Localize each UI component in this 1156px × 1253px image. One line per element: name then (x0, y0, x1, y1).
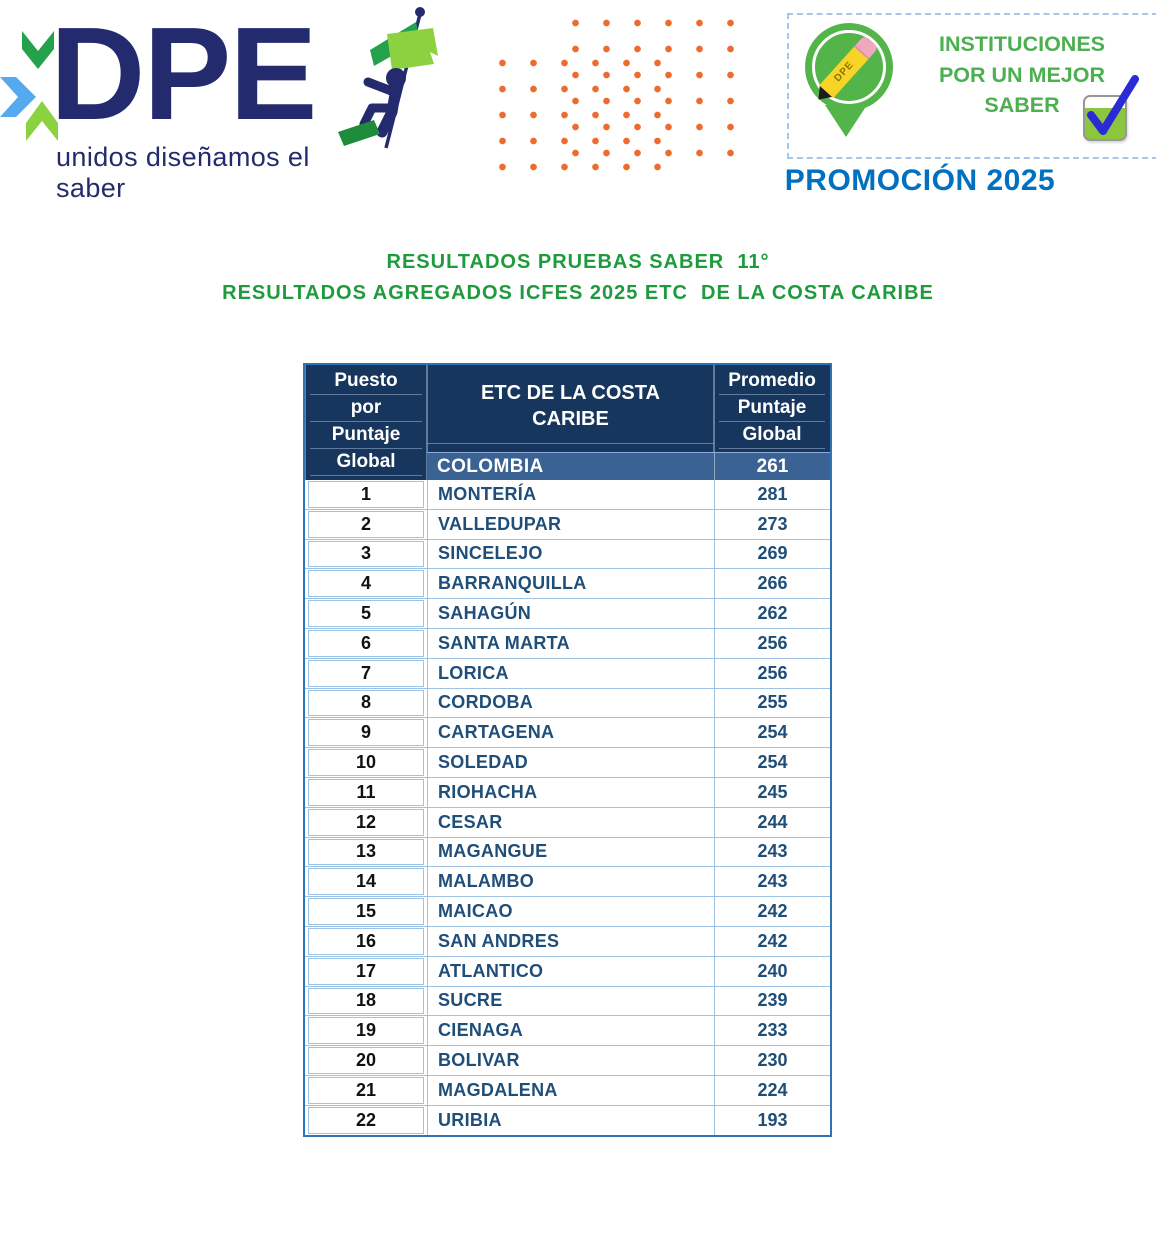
rank-value: 13 (308, 839, 424, 866)
table-row (305, 838, 830, 868)
document-title-line1: RESULTADOS PRUEBAS SABER 11° (386, 251, 770, 273)
rank-cell (305, 987, 427, 1016)
score-header-word: Puntaje (719, 395, 825, 422)
rank-cell (305, 629, 427, 658)
score-cell: 254 (714, 718, 830, 747)
rank-value: 10 (308, 749, 424, 776)
rank-value: 4 (308, 570, 424, 597)
reference-row-name: COLOMBIA (427, 452, 714, 480)
badge-slogan-line3: SABER (984, 93, 1060, 118)
etc-name-cell: BOLIVAR (427, 1046, 714, 1075)
rank-header-word: Puesto (310, 368, 422, 395)
table-row (305, 540, 830, 570)
rank-cell (305, 1106, 427, 1135)
etc-name-cell: MAGANGUE (427, 838, 714, 867)
table-row (305, 897, 830, 927)
table-row (305, 1106, 830, 1135)
rank-value: 2 (308, 511, 424, 538)
table-row (305, 778, 830, 808)
score-cell: 242 (714, 927, 830, 956)
table-row (305, 987, 830, 1017)
etc-name-cell: URIBIA (427, 1106, 714, 1135)
score-cell: 244 (714, 808, 830, 837)
table-row (305, 718, 830, 748)
table-row (305, 629, 830, 659)
etc-name-cell: CESAR (427, 808, 714, 837)
rank-cell (305, 957, 427, 986)
rank-value: 9 (308, 719, 424, 746)
orange-dots-pattern-right (560, 10, 747, 167)
score-cell: 193 (714, 1106, 830, 1135)
table-row (305, 1016, 830, 1046)
rank-value: 14 (308, 868, 424, 895)
etc-name-cell: RIOHACHA (427, 778, 714, 807)
score-cell: 269 (714, 540, 830, 569)
rank-cell (305, 1046, 427, 1075)
score-cell: 281 (714, 480, 830, 509)
table-header (305, 365, 830, 480)
institutions-badge (787, 13, 1156, 159)
score-cell: 233 (714, 1016, 830, 1045)
etc-name-cell: CORDOBA (427, 689, 714, 718)
score-cell: 254 (714, 748, 830, 777)
rank-cell (305, 540, 427, 569)
climber-flag-icon (330, 0, 440, 162)
table-row (305, 748, 830, 778)
rank-value: 19 (308, 1017, 424, 1044)
table-row (305, 957, 830, 987)
rank-value: 11 (308, 779, 424, 806)
rank-cell (305, 599, 427, 628)
table-row (305, 599, 830, 629)
results-table (303, 363, 832, 1137)
etc-name-cell: SUCRE (427, 987, 714, 1016)
etc-name-cell: CIENAGA (427, 1016, 714, 1045)
etc-name-cell: MAICAO (427, 897, 714, 926)
rank-value: 3 (308, 541, 424, 568)
etc-name-cell: VALLEDUPAR (427, 510, 714, 539)
table-row (305, 1076, 830, 1106)
rank-value: 17 (308, 958, 424, 985)
table-row (305, 510, 830, 540)
etc-name-cell: MAGDALENA (427, 1076, 714, 1105)
rank-value: 1 (308, 481, 424, 508)
rank-header-word: por (310, 395, 422, 422)
column-header-score (714, 365, 830, 452)
rank-cell (305, 897, 427, 926)
score-cell: 239 (714, 987, 830, 1016)
rank-value: 7 (308, 660, 424, 687)
dpe-logo-text: DPE (50, 0, 316, 147)
rank-cell (305, 659, 427, 688)
score-cell: 262 (714, 599, 830, 628)
rank-value: 15 (308, 898, 424, 925)
rank-value: 22 (308, 1107, 424, 1134)
rank-cell (305, 718, 427, 747)
score-cell: 243 (714, 867, 830, 896)
score-cell: 273 (714, 510, 830, 539)
rank-cell (305, 510, 427, 539)
rank-cell (305, 927, 427, 956)
rank-cell (305, 867, 427, 896)
rank-cell (305, 838, 427, 867)
rank-value: 12 (308, 809, 424, 836)
rank-value: 16 (308, 928, 424, 955)
score-header-word: Promedio (719, 368, 825, 395)
rank-cell (305, 808, 427, 837)
promotion-year-label: PROMOCIÓN 2025 (784, 164, 1056, 197)
table-row (305, 1046, 830, 1076)
table-row (305, 927, 830, 957)
etc-name-cell: LORICA (427, 659, 714, 688)
etc-name-cell: MONTERÍA (427, 480, 714, 509)
etc-name-cell: CARTAGENA (427, 718, 714, 747)
rank-cell (305, 778, 427, 807)
rank-value: 6 (308, 630, 424, 657)
rank-cell (305, 569, 427, 598)
score-cell: 224 (714, 1076, 830, 1105)
table-row (305, 689, 830, 719)
score-cell: 255 (714, 689, 830, 718)
rank-value: 21 (308, 1077, 424, 1104)
badge-slogan-line2: POR UN MEJOR (938, 62, 1106, 87)
rank-value: 18 (308, 988, 424, 1015)
score-cell: 266 (714, 569, 830, 598)
table-row (305, 808, 830, 838)
score-cell: 243 (714, 838, 830, 867)
etc-name-cell: SOLEDAD (427, 748, 714, 777)
rank-value: 5 (308, 600, 424, 627)
table-row (305, 659, 830, 689)
etc-name-cell: SANTA MARTA (427, 629, 714, 658)
etc-name-cell: SAN ANDRES (427, 927, 714, 956)
score-cell: 240 (714, 957, 830, 986)
rank-cell (305, 1016, 427, 1045)
score-cell: 242 (714, 897, 830, 926)
rank-cell (305, 748, 427, 777)
etc-name-cell: ATLANTICO (427, 957, 714, 986)
rank-cell (305, 1076, 427, 1105)
rank-cell (305, 689, 427, 718)
column-header-etc: ETC DE LA COSTA CARIBE (427, 365, 714, 452)
rank-cell (305, 480, 427, 509)
rank-value: 20 (308, 1047, 424, 1074)
checkmark-icon (1079, 69, 1143, 141)
rank-header-word: Puntaje (310, 422, 422, 449)
table-body (305, 480, 830, 1135)
document-title-line2: RESULTADOS AGREGADOS ICFES 2025 ETC DE LA COSTA CARIBE (222, 282, 934, 304)
score-cell: 256 (714, 629, 830, 658)
badge-slogan-line1: INSTITUCIONES (938, 32, 1106, 56)
table-row (305, 569, 830, 599)
etc-name-cell: SAHAGÚN (427, 599, 714, 628)
column-header-rank (305, 365, 427, 480)
score-cell: 230 (714, 1046, 830, 1075)
map-pin-tail (825, 105, 867, 137)
reference-row-score: 261 (714, 452, 830, 480)
logo-tagline: unidos diseñamos el saber (56, 142, 310, 203)
pencil-body: DPE (819, 45, 869, 98)
etc-name-cell: SINCELEJO (427, 540, 714, 569)
rank-value: 8 (308, 690, 424, 717)
table-row (305, 867, 830, 897)
etc-name-cell: MALAMBO (427, 867, 714, 896)
table-row (305, 480, 830, 510)
score-header-word: Global (719, 422, 825, 449)
rank-header-word: Global (310, 449, 422, 476)
score-cell: 256 (714, 659, 830, 688)
score-cell: 245 (714, 778, 830, 807)
etc-name-cell: BARRANQUILLA (427, 569, 714, 598)
